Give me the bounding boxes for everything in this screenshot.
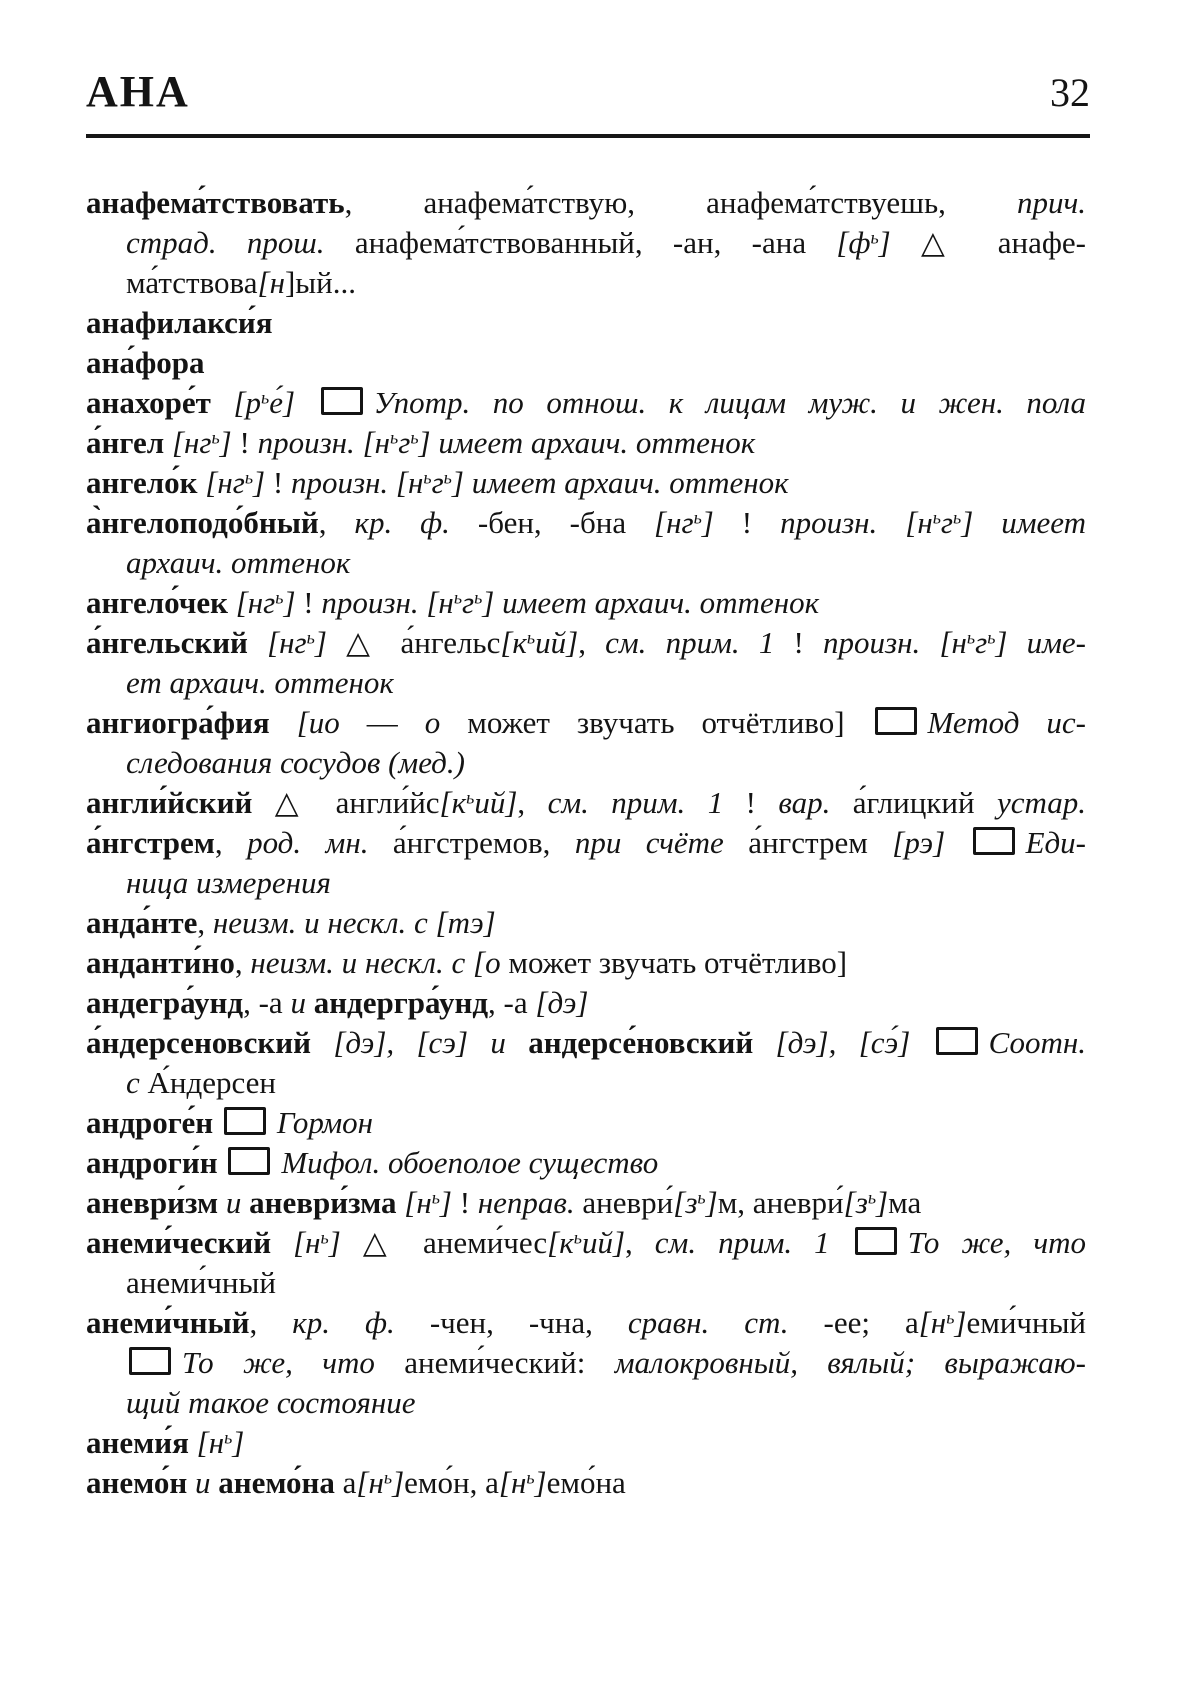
label-text: см. прим. 1	[605, 625, 775, 660]
headword-text: ангело́чек	[86, 585, 236, 620]
label-text: ]	[705, 1185, 718, 1220]
label-text: То же, что	[182, 1345, 405, 1380]
entry-line	[86, 463, 1086, 503]
soft-sign-superscript: ь	[966, 627, 976, 648]
label-text: ]	[961, 505, 1002, 540]
entry-text: △ анеми́чес	[362, 1225, 548, 1260]
label-text: ]	[392, 1465, 405, 1500]
entry-text: емо́н, а	[404, 1465, 499, 1500]
label-text: имеет архаич. оттенок	[438, 425, 756, 460]
label-text: вар.	[778, 785, 853, 820]
soft-sign-superscript: ь	[410, 427, 419, 448]
entry-text: может звучать отчётливо]	[500, 945, 848, 980]
label-text: ]	[534, 1465, 547, 1500]
label-text: ]	[451, 465, 472, 500]
label-text: ]	[482, 585, 503, 620]
headword-text: а́нгстрем	[86, 825, 215, 860]
label-text: г	[975, 625, 988, 660]
headword-text: анеми́чный	[86, 1305, 250, 1340]
label-text: [н	[257, 265, 285, 300]
label-text: [тэ]	[435, 905, 496, 940]
label-text: кр. ф.	[354, 505, 478, 540]
entry-line	[86, 303, 1086, 343]
entry-text: -чен, -чна,	[429, 1305, 628, 1340]
entry-text: ,	[318, 505, 355, 540]
label-text: [з	[673, 1185, 698, 1220]
label-text: [н	[196, 1425, 225, 1460]
headword-text: андроге́н	[86, 1105, 221, 1140]
label-text: ]	[439, 1185, 460, 1220]
label-text: ]	[283, 585, 304, 620]
label-text: произн.	[257, 425, 363, 460]
label-text: [нг	[205, 465, 245, 500]
entry-text: △ англи́йс	[274, 785, 440, 820]
headword-text: а́нгельский	[86, 625, 268, 660]
entry-text: А́ндерсен	[147, 1065, 277, 1100]
entry-text: емо́на	[546, 1465, 626, 1500]
label-text: [дэ], [сэ]	[333, 1025, 491, 1060]
label-text: архаич. оттенок	[126, 545, 351, 580]
label-text: ет архаич. оттенок	[126, 665, 394, 700]
label-text: ]	[328, 1225, 363, 1260]
soft-sign-superscript: ь	[244, 467, 254, 488]
entry-text: ]ый...	[284, 265, 356, 300]
soft-sign-superscript: ь	[211, 427, 220, 448]
label-text: о	[424, 705, 441, 740]
entry-line	[86, 263, 1086, 303]
definition-box-icon	[129, 1347, 171, 1375]
label-text: Мифол. обоеполое существо	[281, 1145, 659, 1180]
entry-line	[86, 423, 1086, 463]
entry-text: ,	[249, 1305, 293, 1340]
label-text: [ио	[296, 705, 340, 740]
label-text: [н	[426, 585, 454, 620]
entry-line	[86, 503, 1086, 543]
soft-sign-superscript: ь	[466, 787, 475, 808]
headword-text: анахоре́т	[86, 385, 234, 420]
entry-line	[86, 1343, 1086, 1383]
soft-sign-superscript: ь	[867, 1187, 876, 1208]
entry-line	[86, 1423, 1086, 1463]
entry-text: △ а́нгельс	[346, 625, 501, 660]
soft-sign-superscript: ь	[443, 467, 452, 488]
entry-text: анеми́чный	[126, 1265, 276, 1300]
label-text: щий такое состояние	[126, 1385, 416, 1420]
label-text: [н	[356, 1465, 384, 1500]
entry-text: —	[339, 705, 425, 740]
entry-text: !	[239, 425, 258, 460]
soft-sign-superscript: ь	[693, 507, 702, 528]
headword-text: аневри́зм	[86, 1185, 226, 1220]
label-text: г	[398, 425, 411, 460]
headword-text: анафема́тствовать	[86, 185, 345, 220]
entry-line	[86, 343, 1086, 383]
headword-text: анда́нте	[86, 905, 198, 940]
headword-text: анданти́но	[86, 945, 235, 980]
entry-text: ма́тствова	[126, 265, 258, 300]
label-text: малокровный, вялый; выражаю-	[614, 1345, 1086, 1380]
entry-text: а́нгстремов,	[392, 825, 575, 860]
entry-text: анеми́ческий:	[404, 1345, 615, 1380]
definition-box-icon	[855, 1227, 897, 1255]
entry-text: м, аневри́	[717, 1185, 844, 1220]
entry-text: !	[774, 625, 824, 660]
label-text: с	[126, 1065, 148, 1100]
entry-line	[86, 1143, 1086, 1183]
entry-line	[86, 1303, 1086, 1343]
label-text: Еди-	[1025, 825, 1087, 860]
headword-text: ангиогра́фия	[86, 705, 297, 740]
entry-text: -бен, -бна	[477, 505, 655, 540]
label-text: ]	[219, 425, 240, 460]
entry-line	[86, 1103, 1086, 1143]
soft-sign-superscript: ь	[946, 1307, 955, 1328]
entry-text: ,	[234, 945, 251, 980]
label-text: г	[462, 585, 475, 620]
entry-list	[86, 183, 1086, 1503]
entry-text: ,	[578, 625, 606, 660]
label-text: г	[940, 505, 953, 540]
entry-line	[86, 743, 1086, 783]
entry-line	[86, 983, 1086, 1023]
label-text: ]	[954, 1305, 967, 1340]
entry-line	[86, 823, 1086, 863]
label-text: Соотн.	[988, 1025, 1086, 1060]
entry-line	[86, 943, 1086, 983]
entry-text: -ее; а	[823, 1305, 919, 1340]
headword-text: ана́фора	[86, 345, 205, 380]
headword-text: анеми́ческий	[86, 1225, 294, 1260]
label-text: [з	[843, 1185, 868, 1220]
label-text: неправ.	[477, 1185, 583, 1220]
soft-sign-superscript: ь	[526, 627, 536, 648]
entry-line	[86, 703, 1086, 743]
label-text: е́]	[269, 385, 318, 420]
label-text: неизм. и нескл. с	[212, 905, 436, 940]
entry-line	[86, 383, 1086, 423]
headword-text: ангело́к	[86, 465, 206, 500]
soft-sign-superscript: ь	[390, 427, 399, 448]
label-text: име-	[1026, 625, 1087, 660]
entry-text: еми́чный	[966, 1305, 1087, 1340]
soft-sign-superscript: ь	[474, 587, 483, 608]
soft-sign-superscript: ь	[423, 467, 432, 488]
label-text: см. прим. 1	[547, 785, 724, 820]
label-text: ница измерения	[126, 865, 331, 900]
label-text: прич.	[1016, 185, 1086, 220]
entry-text: !	[303, 585, 322, 620]
label-text: произн.	[290, 465, 396, 500]
soft-sign-superscript: ь	[870, 227, 879, 248]
label-text: [к	[439, 785, 467, 820]
label-text: при счёте	[574, 825, 749, 860]
running-head	[86, 67, 1090, 116]
label-text: [нг	[235, 585, 276, 620]
soft-sign-superscript: ь	[573, 1227, 582, 1248]
label-text: и	[290, 985, 306, 1020]
entry-text: ,	[517, 785, 548, 820]
label-text: [рэ]	[892, 825, 970, 860]
label-text: [н	[404, 1185, 432, 1220]
label-text: [н	[362, 425, 391, 460]
entry-text: !	[741, 505, 781, 540]
label-text: ]	[876, 1185, 889, 1220]
label-text: [дэ], [сэ́]	[775, 1025, 933, 1060]
label-text: То же, что	[907, 1225, 1087, 1260]
label-text: ]	[314, 625, 347, 660]
label-text: [н	[918, 1305, 947, 1340]
entry-line	[86, 583, 1086, 623]
entry-line	[86, 903, 1086, 943]
soft-sign-superscript: ь	[526, 1467, 535, 1488]
page-number: 32	[1050, 70, 1090, 115]
label-text: [р	[233, 385, 262, 420]
entry-text: !	[459, 1185, 478, 1220]
label-text: [дэ]	[535, 985, 589, 1020]
label-text: произн.	[780, 505, 906, 540]
entry-line	[86, 1023, 1086, 1063]
label-text: [н	[905, 505, 933, 540]
label-text: имеет архаич. оттенок	[471, 465, 789, 500]
soft-sign-superscript: ь	[224, 1427, 233, 1448]
soft-sign-superscript: ь	[320, 1227, 329, 1248]
soft-sign-superscript: ь	[431, 1187, 440, 1208]
label-text: [к	[500, 625, 527, 660]
entry-text: ма	[888, 1185, 922, 1220]
label-text: [о	[473, 945, 501, 980]
soft-sign-superscript: ь	[275, 587, 284, 608]
entry-line	[86, 223, 1086, 263]
entry-line	[86, 543, 1086, 583]
label-text: имеет	[1001, 505, 1086, 540]
label-text: ий]	[474, 785, 518, 820]
label-text: ]	[232, 1425, 245, 1460]
label-text: Метод ис-	[927, 705, 1087, 740]
entry-line	[86, 1383, 1086, 1423]
headword-text: анемо́на	[210, 1465, 343, 1500]
entry-text: △ анафе-	[921, 225, 1086, 260]
soft-sign-superscript: ь	[697, 1187, 706, 1208]
entry-text: ,	[197, 905, 213, 940]
definition-box-icon	[321, 387, 363, 415]
headword-text: а́нгел	[86, 425, 172, 460]
label-text: [нг	[654, 505, 694, 540]
headword-text: англи́йский	[86, 785, 275, 820]
soft-sign-superscript: ь	[383, 1467, 393, 1488]
headword-text: а̀нгелоподо́бный	[86, 505, 319, 540]
label-text: [нг	[171, 425, 212, 460]
definition-box-icon	[973, 827, 1015, 855]
headword-text: а́ндерсеновский	[86, 1025, 334, 1060]
definition-box-icon	[936, 1027, 978, 1055]
label-text: и	[194, 1465, 211, 1500]
label-text: и	[490, 1025, 529, 1060]
headword-text: андергра́унд	[305, 985, 489, 1020]
label-text: имеет архаич. оттенок	[502, 585, 820, 620]
headword-text: андерсе́новский	[528, 1025, 776, 1060]
label-text: ]	[878, 225, 922, 260]
entry-text: ,	[625, 1225, 655, 1260]
label-text: [нг	[267, 625, 307, 660]
label-text: и	[225, 1185, 242, 1220]
label-text: см. прим. 1	[654, 1225, 852, 1260]
entry-text: ,	[214, 825, 248, 860]
header-rule	[86, 134, 1090, 138]
headword-text: андроги́н	[86, 1145, 226, 1180]
soft-sign-superscript: ь	[453, 587, 462, 608]
entry-line	[86, 1263, 1086, 1303]
soft-sign-superscript: ь	[932, 507, 941, 528]
label-text: [н	[395, 465, 424, 500]
label-text: Употр. по отнош. к лицам муж. и жен. пола	[373, 385, 1086, 420]
soft-sign-superscript: ь	[261, 387, 270, 408]
entry-text: !	[723, 785, 779, 820]
entry-line	[86, 783, 1086, 823]
entry-line	[86, 183, 1086, 223]
entry-line	[86, 1223, 1086, 1263]
entry-text: , -а	[243, 985, 291, 1020]
label-text: кр. ф.	[292, 1305, 430, 1340]
label-text: сравн. ст.	[627, 1305, 824, 1340]
label-text: ]	[418, 425, 439, 460]
label-text: ]	[995, 625, 1027, 660]
entry-line	[86, 1063, 1086, 1103]
label-text: ]	[701, 505, 742, 540]
label-text: род. мн.	[247, 825, 393, 860]
entry-line	[86, 663, 1086, 703]
soft-sign-superscript: ь	[953, 507, 962, 528]
definition-box-icon	[224, 1107, 266, 1135]
entry-line	[86, 863, 1086, 903]
headword-text: анафилакси́я	[86, 305, 273, 340]
definition-box-icon	[875, 707, 917, 735]
entry-line	[86, 623, 1086, 663]
soft-sign-superscript: ь	[987, 627, 996, 648]
label-text: следования сосудов (мед.)	[126, 745, 465, 780]
headword-text: аневри́зма	[241, 1185, 405, 1220]
entry-line	[86, 1463, 1086, 1503]
entry-text: , анафема́тствую, анафема́тствуешь,	[344, 185, 1017, 220]
soft-sign-superscript: ь	[306, 627, 315, 648]
label-text: неизм. и нескл. с	[250, 945, 473, 980]
label-text: Гормон	[276, 1105, 373, 1140]
entry-text: а́глицкий	[852, 785, 997, 820]
label-text: [н	[939, 625, 967, 660]
headword-text: анеми́я	[86, 1425, 197, 1460]
label-text: г	[431, 465, 444, 500]
label-text: ий]	[581, 1225, 626, 1260]
section-label: АНА	[86, 67, 190, 116]
label-text: [ф	[836, 225, 871, 260]
headword-text: андегра́унд	[86, 985, 244, 1020]
entry-text: а	[342, 1465, 357, 1500]
label-text: ий]	[535, 625, 579, 660]
label-text: произн.	[321, 585, 427, 620]
definition-box-icon	[228, 1147, 270, 1175]
entry-text: !	[272, 465, 291, 500]
label-text: устар.	[996, 785, 1087, 820]
label-text: [н	[293, 1225, 321, 1260]
label-text: [к	[547, 1225, 574, 1260]
entry-text: а́нгстрем	[748, 825, 893, 860]
entry-text: аневри́	[582, 1185, 674, 1220]
label-text: ]	[253, 465, 273, 500]
headword-text: анемо́н	[86, 1465, 195, 1500]
entry-text: , -а	[488, 985, 536, 1020]
label-text: произн.	[823, 625, 940, 660]
label-text: [н	[498, 1465, 527, 1500]
entry-text: анафема́тствованный, -ан, -ана	[354, 225, 837, 260]
entry-text: может звучать отчётливо]	[440, 705, 872, 740]
label-text: страд. прош.	[126, 225, 355, 260]
entry-line	[86, 1183, 1086, 1223]
